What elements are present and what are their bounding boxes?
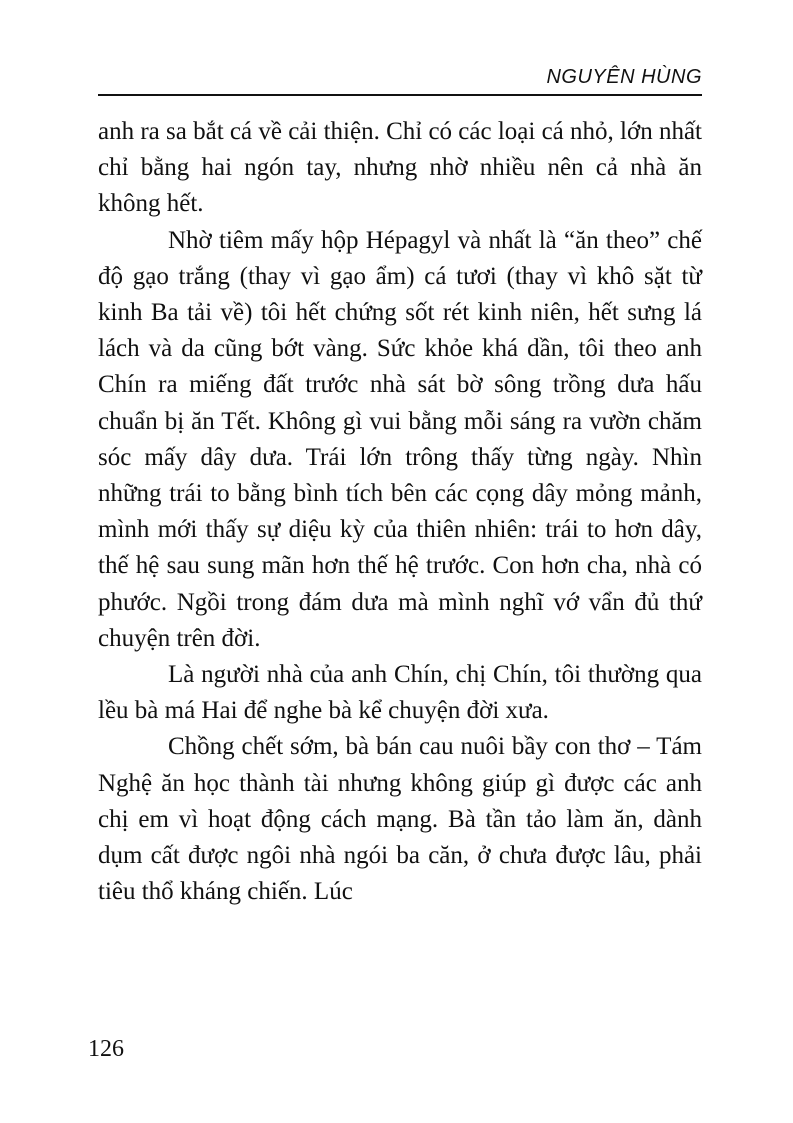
page-number: 126 [88,1036,124,1062]
page-header [98,64,702,96]
paragraph: Là người nhà của anh Chín, chị Chín, tôi thường qua lều bà má Hai để nghe bà kể chuyện đời xưa. [98,661,702,725]
header-rule [98,94,702,96]
paragraph: Chồng chết sớm, bà bán cau nuôi bầy con thơ – Tám Nghệ ăn học thành tài nhưng không giúp gì được các anh chị em vì hoạt động cách mạng. Bà tần tảo làm ăn, dành dụm cất được ngôi nhà ngói ba căn, ở chưa được lâu, phải tiêu thổ kháng chiến. Lúc [98,733,702,906]
running-title: NGUYÊN HÙNG [546,66,702,88]
paragraph-continuation: anh ra sa bắt cá về cải thiện. Chỉ có các loại cá nhỏ, lớn nhất chỉ bằng hai ngón tay, nhưng nhờ nhiều nên cả nhà ăn không hết. [98,118,702,218]
paragraph: Nhờ tiêm mấy hộp Hépagyl và nhất là “ăn theo” chế độ gạo trắng (thay vì gạo ẩm) cá tươi (thay vì khô sặt từ kinh Ba tải về) tôi hết chứng sốt rét kinh niên, hết sưng lá lách và da cũng bớt vàng. Sức khỏe khá dần, tôi theo anh Chín ra miếng đất trước nhà sát bờ sông trồng dưa hấu chuẩn bị ăn Tết. Không gì vui bằng mỗi sáng ra vườn chăm sóc mấy dây dưa. Trái lớn trông thấy từng ngày. Nhìn những trái to bằng bình tích bên các cọng dây mỏng mảnh, mình mới thấy sự diệu kỳ của thiên nhiên: trái to hơn dây, thế hệ sau sung mãn hơn thế hệ trước. Con hơn cha, nhà có phước. Ngồi trong đám dưa mà mình nghĩ vớ vẩn đủ thứ chuyện trên đời. [98,226,702,652]
body-text [98,114,702,910]
